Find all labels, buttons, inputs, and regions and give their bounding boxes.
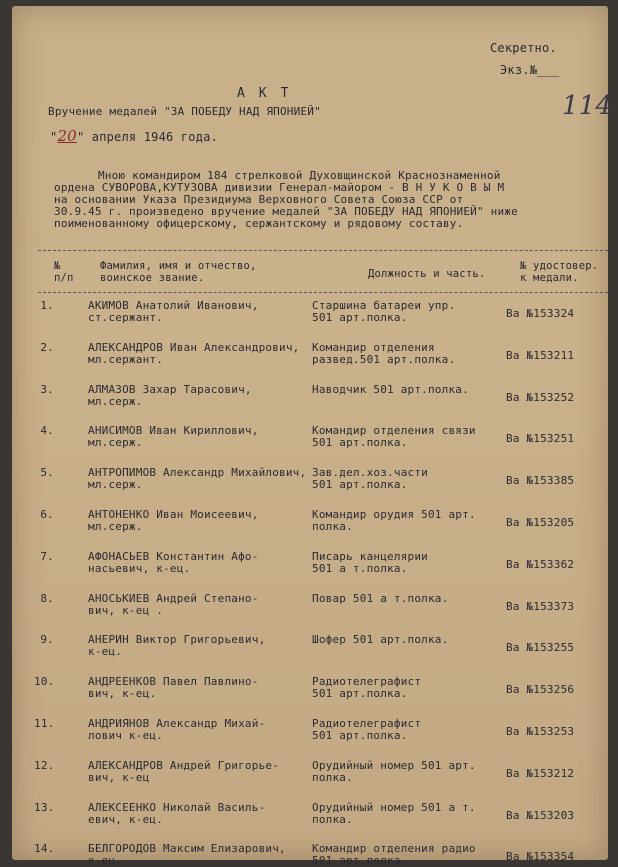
row-number: 1. [40,299,54,312]
row-position: Повар 501 а т.полка. [312,591,449,605]
row-number: 4. [40,424,54,438]
row-certificate: Ва №153256 [506,683,575,697]
col-header-num: № п/п [54,260,74,284]
row-position: Орудийный номер 501 а т. [312,800,476,814]
row-name: АНТОНЕНКО Иван Моисеевич, [88,508,259,521]
row-certificate: Ва №153211 [506,348,575,362]
row-rank: мл.серж. [88,394,143,408]
row-name: БЕЛГОРОДОВ Максим Елизарович, [88,842,286,856]
row-position: Радиотелеграфист [312,717,422,730]
row-number: 11. [34,717,55,730]
row-certificate: Ва №153373 [506,599,575,613]
row-rank: вич, к-ец [88,770,150,784]
col-header-position: Должность и часть. [368,268,486,280]
row-unit: развед.501 арт.полка. [312,352,456,366]
row-number: 9. [40,633,54,647]
row-name: АКИМОВ Анатолий Иванович, [88,299,259,312]
row-name: АНДРЕЕНКОВ Павел Павлино- [88,675,259,689]
row-name: АЛЕКСАНДРОВ Иван Александрович, [88,340,300,354]
row-unit: 501 арт.полка. [312,729,408,742]
row-name: АНОСЬКИЕВ Андрей Степано- [88,591,259,605]
row-rank: мл.серж. [88,436,143,450]
handwritten-page-number: 114 [562,91,613,121]
row-name: АНТРОПИМОВ Александр Михайлович, [88,466,307,480]
row-certificate: Ва №153354 [506,850,575,864]
row-position: Орудийный номер 501 арт. [312,758,476,772]
row-rank: к-ец. [88,854,123,867]
document-title: АКТ [237,86,303,101]
row-certificate: Ва №153251 [506,432,575,446]
intro-paragraph: Мною командиром 184 стрелковой Духовщинской Краснознаменной ордена СУВОРОВА,КУТУЗОВА дивизии Генерал-майором - В Н У К О В Ы М на основании Указа Президиума Верховного Совета Союза ССР от 30.9.45 г. произведено вручение медалей "ЗА ПОБЕДУ НАД ЯПОНИЕЙ" ниже поименованному офицерскому, сержантскому и рядовому составу. [54,169,518,230]
row-certificate: Ва №153253 [506,725,575,738]
row-unit: 501 арт.полка. [312,436,408,450]
row-rank: евич, к-ец. [88,812,164,826]
row-unit: 501 арт.полка. [312,311,408,324]
row-name: АЛЕКСЕЕНКО Николай Василь- [88,800,266,814]
col-header-name: Фамилия, имя и отчество, воинское звание. [100,260,257,284]
row-rank: ст.сержант. [88,311,164,324]
row-certificate: Ва №153203 [506,808,575,822]
row-number: 13. [34,800,55,814]
row-number: 6. [40,508,54,521]
secrecy-stamp: Секретно. [490,41,557,55]
row-number: 2. [40,340,54,354]
row-name: АНДРИЯНОВ Александр Михай- [88,717,266,730]
row-position: Старшина батареи упр. [312,299,456,312]
row-name: АНИСИМОВ Иван Кириллович, [88,424,259,438]
row-unit: 501 арт.полка. [312,687,408,701]
row-unit: полка. [312,770,353,784]
row-position: Командир орудия 501 арт. [312,508,476,521]
row-position: Зав.дел.хоз.части [312,466,428,480]
row-certificate: Ва №153205 [506,516,575,529]
document-page [12,6,613,867]
row-rank: мл.серж. [88,478,143,492]
row-rank: вич, к-ец. [88,687,157,701]
row-unit: 501 арт.полка. [312,854,408,867]
row-position: Писарь канцелярии [312,549,428,563]
row-rank: к-ец. [88,645,123,659]
row-unit: 501 а т.полка. [312,561,408,575]
row-certificate: Ва №153385 [506,474,575,488]
row-rank: мл.серж. [88,520,143,533]
row-number: 10. [34,675,55,689]
row-number: 14. [34,842,55,856]
row-rank: вич, к-ец . [88,603,164,617]
row-certificate: Ва №153255 [506,641,575,655]
row-rank: насьевич, к-ец. [88,561,191,575]
row-number: 3. [40,382,54,396]
row-unit: 501 арт.полка. [312,478,408,492]
row-number: 7. [40,549,54,563]
header-divider [38,250,608,251]
row-name: АНЕРИН Виктор Григорьевич, [88,633,266,647]
row-name: АЛМАЗОВ Захар Тарасович, [88,382,252,396]
row-number: 12. [34,758,55,772]
document-date: "20" апреля 1946 года. [50,127,219,145]
row-position: Радиотелеграфист [312,675,422,689]
row-certificate: Ва №153324 [506,307,575,320]
row-rank: мл.сержант. [88,352,164,366]
row-name: АФОНАСЬЕВ Константин Афо- [88,549,259,563]
document-subtitle: Вручение медалей "ЗА ПОБЕДУ НАД ЯПОНИЕЙ" [48,105,321,118]
row-rank: лович к-ец. [88,729,164,742]
row-unit: полка. [312,812,353,826]
row-position: Командир отделения [312,340,435,354]
row-number: 5. [40,466,54,480]
row-certificate: Ва №153212 [506,766,575,780]
row-certificate: Ва №153252 [506,390,575,404]
copy-number: Экз.№___ [500,63,560,77]
row-position: Командир отделения связи [312,424,476,438]
row-certificate: Ва №153362 [506,557,575,571]
column-divider [38,292,608,293]
row-position: Шофер 501 арт.полка. [312,633,449,647]
row-number: 8. [40,591,54,605]
row-unit: полка. [312,520,353,533]
col-header-cert: № удостовер. к медали. [520,260,599,284]
row-name: АЛЕКСАНДРОВ Андрей Григорье- [88,758,280,772]
row-position: Командир отделения радио [312,842,476,856]
row-position: Наводчик 501 арт.полка. [312,382,469,396]
